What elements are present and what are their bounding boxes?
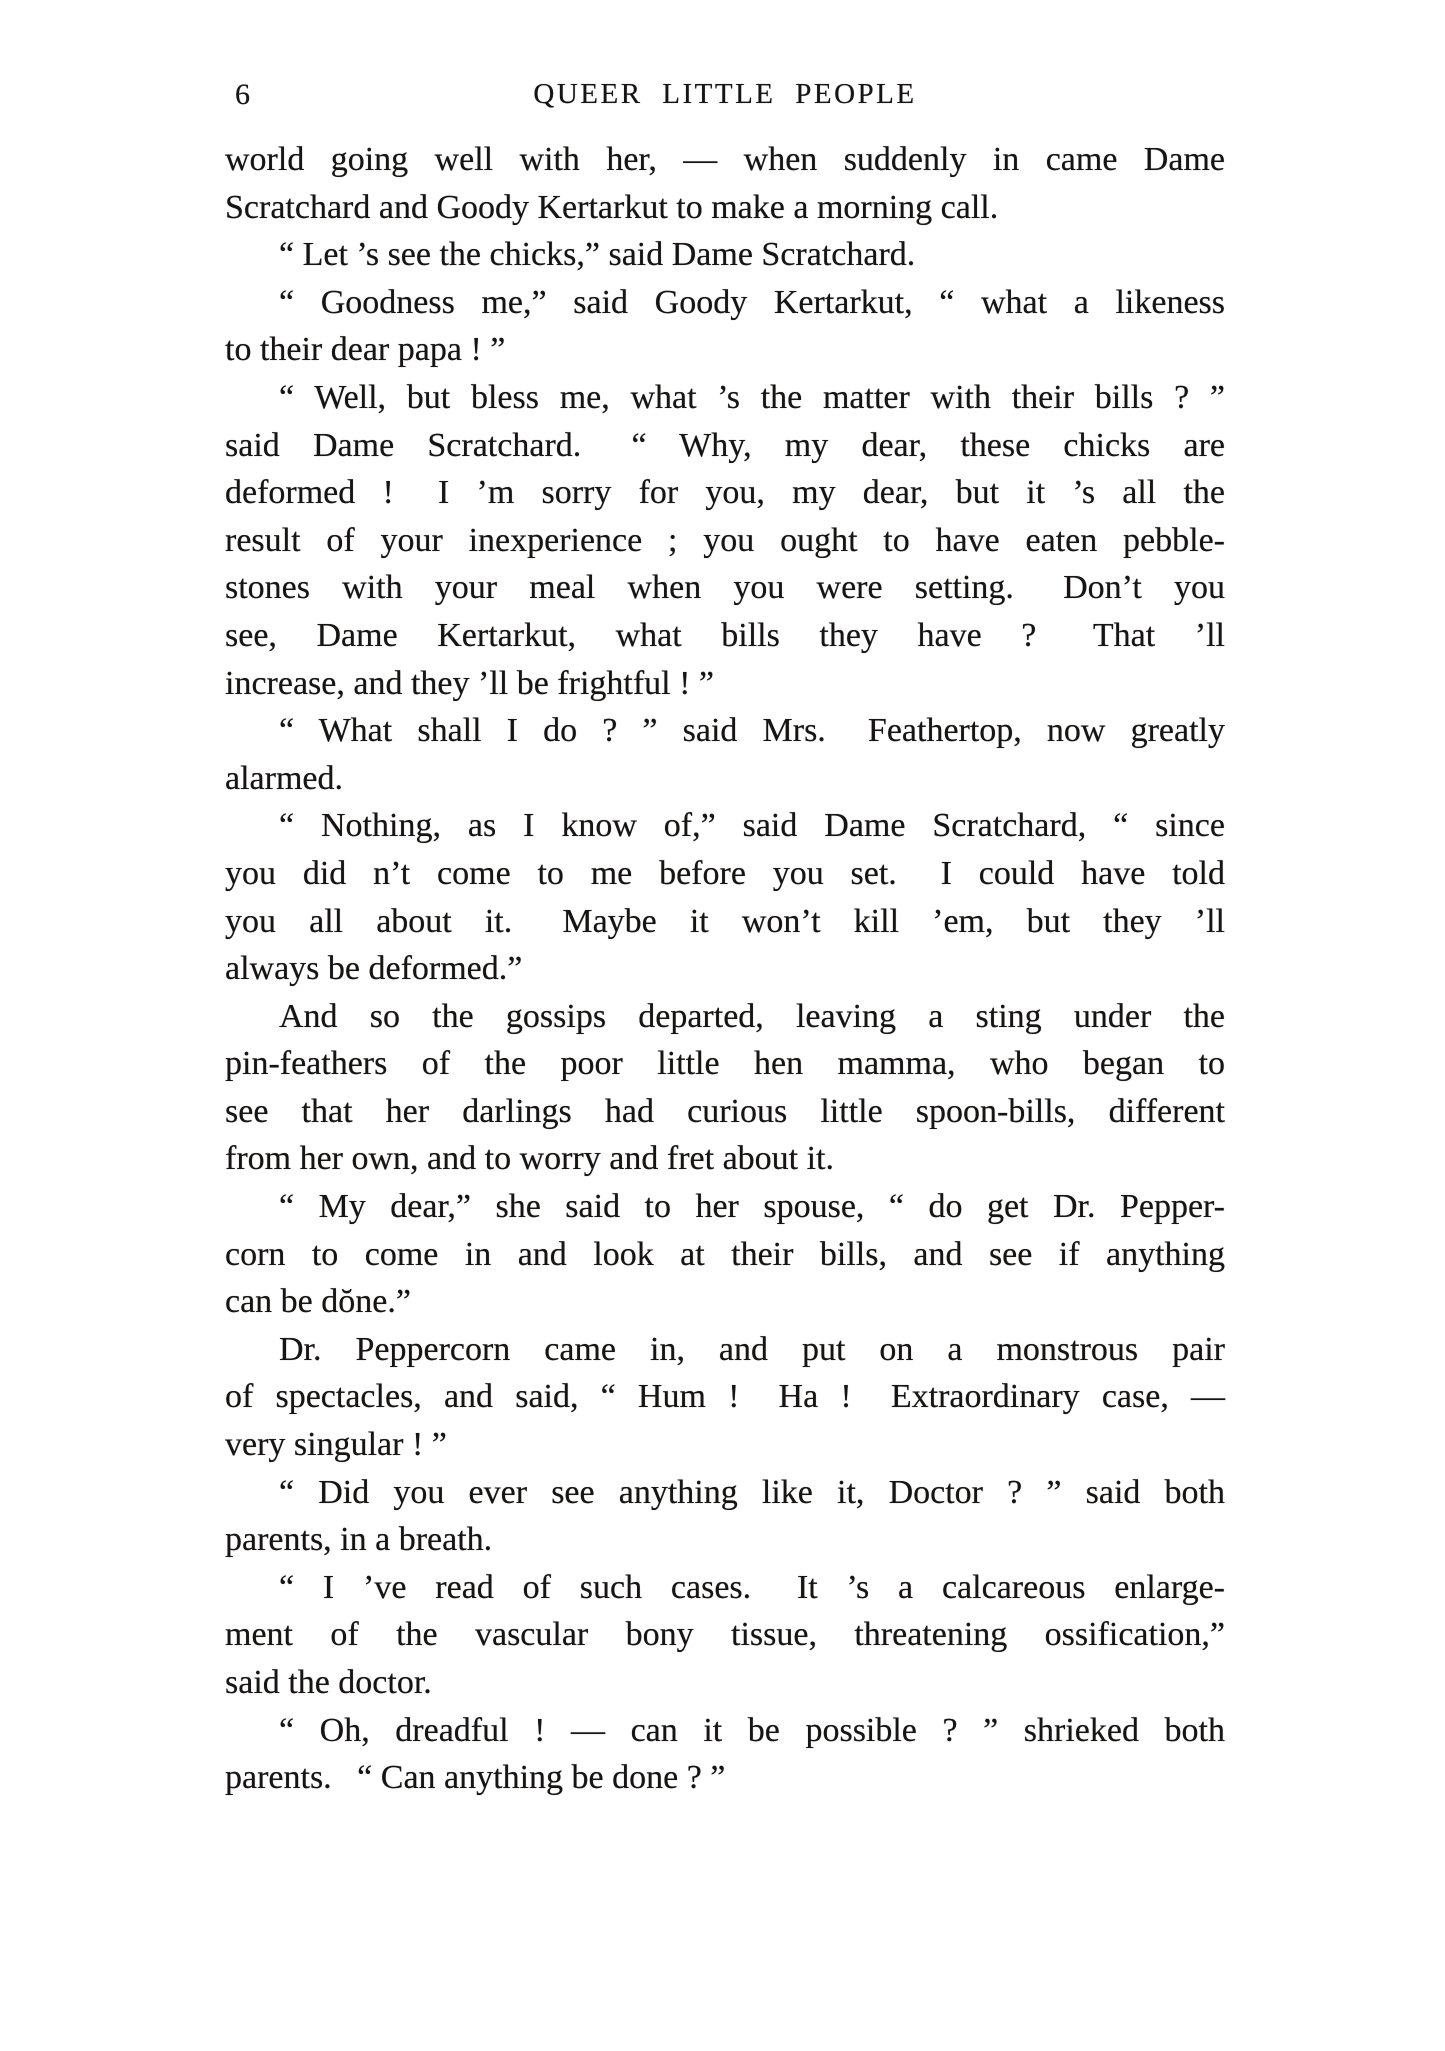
text-line: “ I ’ve read of such cases. It ’s a calcareous enlarge-	[279, 1568, 1225, 1606]
text-line: world going well with her, — when suddenly in came Dame	[225, 141, 1225, 178]
text-line: see that her darlings had curious little spoon-bills, different	[225, 1092, 1225, 1130]
text-line: “ What shall I do ? ” said Mrs. Feathertop, now greatly	[279, 712, 1225, 750]
text-line: always be deformed.”	[225, 950, 523, 988]
text-line: “ Let ’s see the chicks,” said Dame Scratchard.	[279, 236, 916, 274]
text-line: Dr. Peppercorn came in, and put on a monstrous pair	[279, 1330, 1225, 1368]
running-title: QUEER LITTLE PEOPLE	[533, 78, 917, 110]
text-line: “ My dear,” she said to her spouse, “ do get Dr. Pepper-	[279, 1188, 1225, 1226]
text-line: “ Well, but bless me, what ’s the matter with their bills ? ”	[279, 378, 1225, 416]
text-line: to their dear papa ! ”	[225, 331, 506, 369]
text-line: And so the gossips departed, leaving a sting under the	[279, 997, 1225, 1035]
text-line: corn to come in and look at their bills, and see if anything	[225, 1235, 1225, 1273]
text-line: from her own, and to worry and fret about it.	[225, 1140, 834, 1178]
text-line: said Dame Scratchard. “ Why, my dear, these chicks are	[225, 426, 1225, 464]
text-line: “ Did you ever see anything like it, Doctor ? ” said both	[279, 1473, 1225, 1511]
body-text	[225, 136, 1225, 1802]
text-line: result of your inexperience ; you ought to have eaten pebble-	[225, 521, 1225, 559]
text-line: “ Goodness me,” said Goody Kertarkut, “ what a likeness	[279, 283, 1225, 321]
text-line: “ Nothing, as I know of,” said Dame Scratchard, “ since	[279, 807, 1225, 845]
text-line: parents, in a breath.	[225, 1521, 493, 1559]
text-line: increase, and they ’ll be frightful ! ”	[225, 664, 715, 702]
text-line: deformed ! I ’m sorry for you, my dear, but it ’s all the	[225, 474, 1225, 512]
text-line: pin-feathers of the poor little hen mamma, who began to	[225, 1045, 1225, 1083]
text-line: parents. “ Can anything be done ? ”	[225, 1759, 726, 1797]
page-header	[225, 78, 1225, 120]
text-line: can be dŏne.”	[225, 1283, 411, 1321]
text-line: ment of the vascular bony tissue, threatening ossification,”	[225, 1616, 1225, 1654]
page-number: 6	[235, 78, 250, 111]
text-line: see, Dame Kertarkut, what bills they have ? That ’ll	[225, 616, 1225, 654]
text-line: said the doctor.	[225, 1664, 432, 1701]
text-line: alarmed.	[225, 759, 343, 797]
text-line: stones with your meal when you were setting. Don’t you	[225, 569, 1225, 607]
text-line: of spectacles, and said, “ Hum ! Ha ! Extraordinary case, —	[225, 1378, 1225, 1416]
text-line: “ Oh, dreadful ! — can it be possible ? ” shrieked both	[279, 1711, 1225, 1749]
text-line: you did n’t come to me before you set. I could have told	[225, 854, 1225, 892]
text-line: you all about it. Maybe it won’t kill ’em, but they ’ll	[225, 902, 1225, 940]
text-line: Scratchard and Goody Kertarkut to make a morning call.	[225, 188, 999, 226]
text-line: very singular ! ”	[225, 1426, 447, 1464]
